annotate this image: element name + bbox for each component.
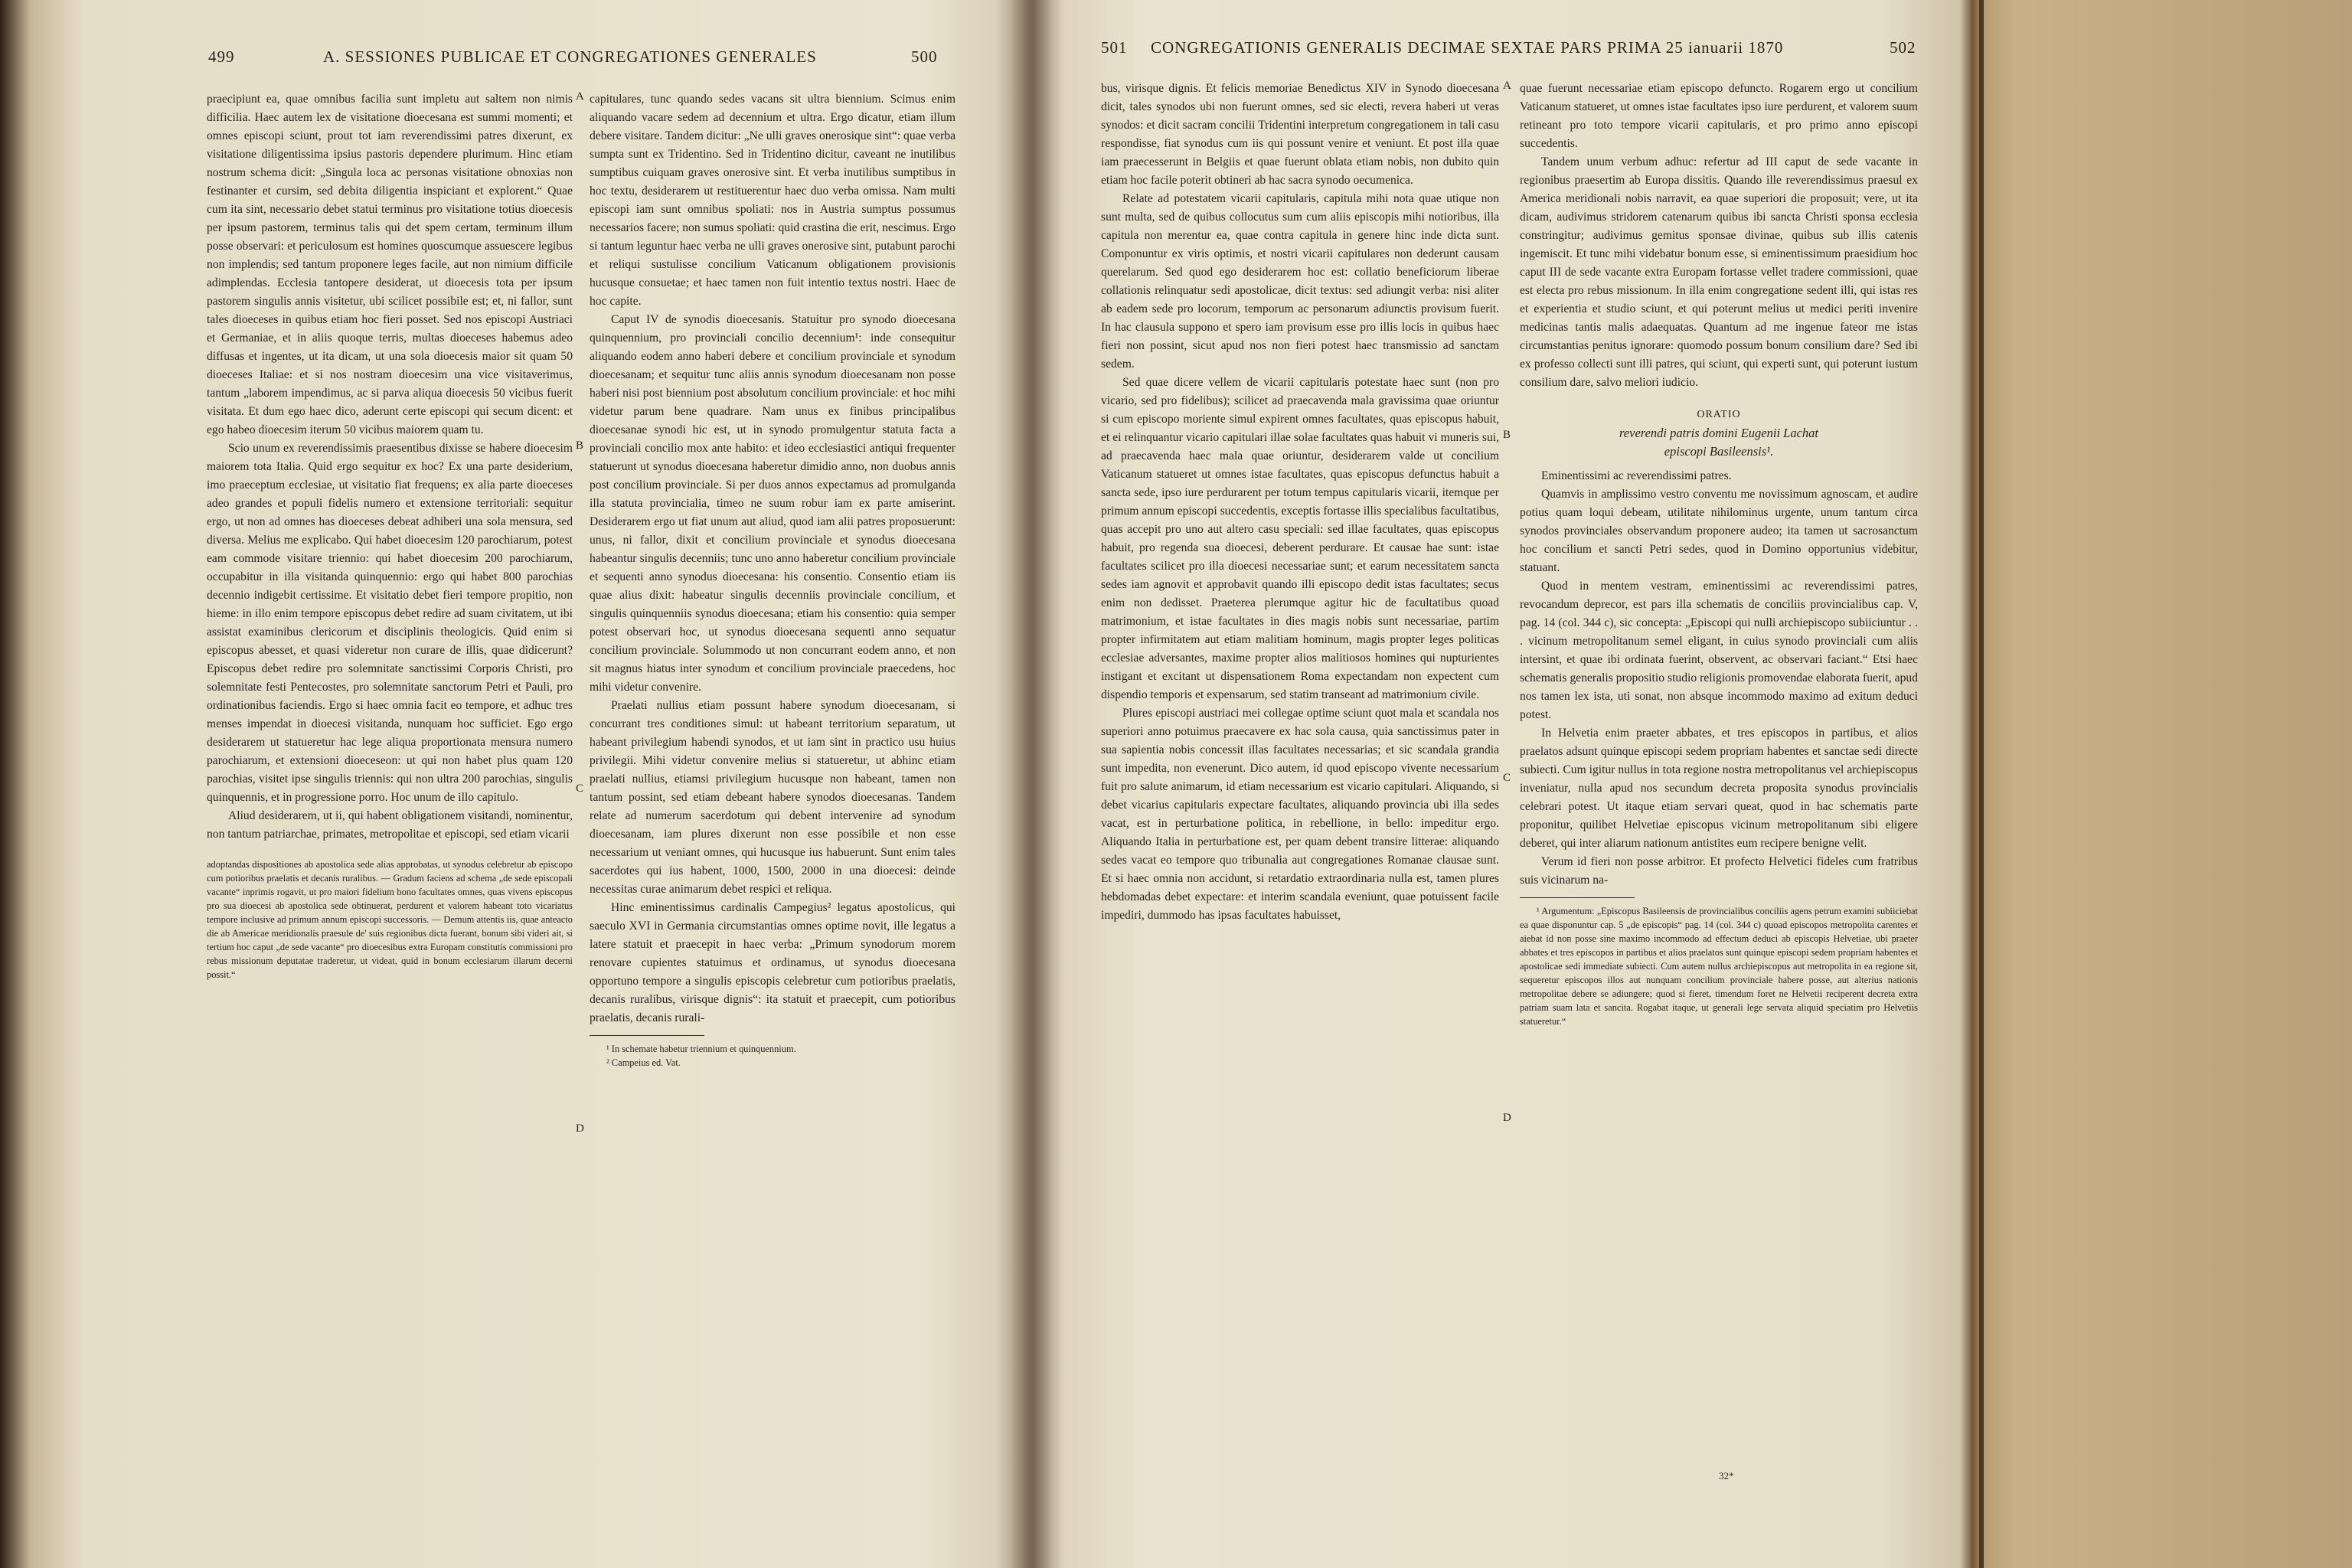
paragraph: Quamvis in amplissimo vestro conventu me novissimum agnoscam, et audire potius quam loqui debeam, utilitate nihilominus urgente, unum tantum circa synodos provinciales observandum proponere audeo; ita tamen ut sacrosanctum hoc concilium et sancti Petri sedes, quod in Domino opportunius videbitur, statuant. bbox=[1520, 488, 1918, 574]
page-number: 500 bbox=[911, 47, 938, 66]
footnote-rule bbox=[590, 1035, 704, 1036]
margin-letter: D bbox=[576, 1122, 584, 1135]
paragraph: capitulares, tunc quando sedes vacans sit ultra biennium. Scimus enim aliquando vacare sedem ad decennium et ultra. Ergo dicatur, etiam illum debere visitare. Tandem dicitur: „Ne ulli graves onerosique sint“: quae verba sumpta sunt ex Tridentino. Sed in Tridentino dicitur, caveant ne inutilibus sumptibus cuiquam graves onerosive sint. Et verba inutilibus sumptibus in hoc textu, desiderarem ut restituerentur haec duo verba omissa. Nam multi episcopi iam sunt omnibus spoliati: nos in Austria sumptus possumus necessarios facere; non sumus spoliati: quid crastina die erit, nescimus. Ergo si tantum leguntur haec verba ne ulli graves onerosive sint, putabunt parochi et reliqui sustulisse concilium Vaticanum obligationem provisionis hucusque consuetae; et haec tamen non fuit intentio textus nostri. Haec de hoc capite. bbox=[590, 93, 956, 308]
margin-letter: C bbox=[1503, 772, 1511, 784]
left-page bbox=[0, 0, 1026, 1568]
running-head: CONGREGATIONIS GENERALIS DECIMAE SEXTAE PARS PRIMA 25 ianuarii 1870 bbox=[1151, 38, 1784, 57]
paragraph: Tandem unum verbum adhuc: refertur ad III caput de sede vacante in regionibus praesertim ab Europa dissitis. Quando ille reverendissimus praesul ex America meridionali nobis narravit, ea quae superiori die proposuit; vere, ut ita dicam, audivimus stridorem catenarum quibus ibi sancta Christi sponsa ecclesia constringitur; audivimus gemitus sponsae divinae, quibus sub illis catenis ingemiscit. Et tunc mihi videbatur bonum esse, si eminentissimum praesidium hoc caput III de sede vacante extra Europam fortasse vellet tradere commissioni, quae est electa pro rebus missionum. In illa enim congregatione sedent illi, qui istas res et experientia et studio sciunt, et qui poterunt melius ut medici periti invenire medicinas tantis malis adaequatas. Quantum ad me ingenue fateor me istas circumstantias penitus ignorare: quomodo possum bonum consilium dare? Sed ibi ex professo collecti sunt illi patres, qui sciunt, qui experti sunt, qui poterunt iustum consilium dare, salvo meliori iudicio. bbox=[1520, 155, 1918, 389]
footnote-rule bbox=[1520, 897, 1635, 898]
footnote-block bbox=[590, 1042, 956, 1070]
paragraph: Sed quae dicere vellem de vicarii capitularis potestate haec sunt (non pro vicario, sed pro fidelibus); scilicet ad praecavenda mala gravissima quae oriuntur si cum episcopo moriente simul expirent omnes facultates, quas episcopus habuit, et ei relinquantur vicario capitulari illae solae facultates quas habuit vi muneris sui, ad praecavenda haec mala quae oriuntur, desiderarem valde ut concilium Vaticanum statueret ut omnes istae facultates, quas episcopus defunctus habuit a sancta sede, ipso iure perdurarent per totum tempus capitularis vicarii, itemque per primum annum episcopi succedentis, exceptis fortasse illis specialibus facultatibus, quas accepit pro uno aut altero casu speciali: sed illae facultates, quas episcopus habuit, pro regenda sua dioecesi, deberent perdurare. Et causae hae sunt: istae facultates scilicet pro illa dioecesi necessariae sunt; et earum necessitatem sancta sedes iam agnovit et approbavit quando illi episcopo dedit istas facultates; secus enim non dedisset. Praeterea plerumque agitur hic de facultatibus quoad matrimonium, et istae facultates in dies magis nobis sunt necessariae, partim propter infirmitatem aut etiam malitiam hominum, magis propter leges politicas ecclesiae adversantes, maxime propter alios malitiosos homines qui nupturientes instigant et excitant ut dispensationem Roma expectandam non expectent cum dispendio temporis et expensarum, sed statim transeant ad matrimonium civile. bbox=[1101, 376, 1499, 701]
page-number: 501 bbox=[1101, 38, 1128, 57]
paragraph: Hinc eminentissimus cardinalis Campegius² legatus apostolicus, qui saeculo XVI in Germania circumstantias omnes optime novit, ille legatus a latere statuit et praecepit in haec verba: „Primum synodorum morem renovare cupientes statuimus et ordinamus, ut synodus dioecesana opportuno tempore a singulis episcopis celebretur cum potioribus praelatis, decanis ruralibus, virisque dignis“: ita statuit et praecepit, cum potioribus praelatis, decanis rurali- bbox=[590, 901, 956, 1024]
section-subheading: reverendi patris domini Eugenii Lachat bbox=[1619, 426, 1818, 440]
right-column-2 bbox=[1520, 80, 1918, 1504]
paragraph: Quod in mentem vestram, eminentissimi ac reverendissimi patres, revocandum deprecor, est pars illa schematis de conciliis provincialibus cap. V, pag. 14 (col. 344 c), sic concepta: „Episcopi qui nulli archiepiscopo subiiciuntur . . . vicinum metropolitanum semel eligant, in cuius synodo provinciali cum aliis intersint, et quae ibi ordinata fuerint, observent, ac observari faciant.“ Etsi haec schematis generalis propositio studio religionis promovendae elaborata fuerit, apud nos tamen lex ista, uti sonat, non absque incommodo maximo ad exitum deduci potest. bbox=[1520, 580, 1918, 721]
section-subheading: episcopi Basileensis¹. bbox=[1664, 444, 1774, 459]
footnote: ¹ Argumentum: „Episcopus Basileensis de provincialibus conciliis agens petrum examini subiiciebat ea quae disponuntur cap. 5 „de episcopis“ pag. 14 (col. 344 c) quoad episcopos metropolita carentes et aiebat id non posse sine maximo incommodo ad effectum deduci ab episcopis Helvetiae, ubi praeter abbates et tres episcopos in partibus et alios praelatos sunt quinque episcopi sedem propriam habentes et apostolicae sedi immediate subiecti. Cum autem nullus archiepiscopus aut metropolita in ea regione sit, sequeretur episcopos illos aut nunquam concilium provinciale habere posse, aut alterius nationis metropolitae debere se adiungere; quod si fieret, timendum foret ne Helvetii reciperent decreta extra patriam suam lata et sancita. Rogabat itaque, ut generali lege servata aliquid speciatim pro Helvetiis statueretur.“ bbox=[1520, 906, 1918, 1027]
footnote-block bbox=[207, 858, 573, 982]
running-head: A. SESSIONES PUBLICAE ET CONGREGATIONES GENERALES bbox=[323, 47, 817, 66]
paragraph: Aliud desiderarem, ut ii, qui habent obligationem visitandi, nominentur, non tantum patriarchae, primates, metropolitae et episcopi, sed etiam vicarii bbox=[207, 809, 573, 841]
section-heading: ORATIO bbox=[1697, 409, 1741, 420]
margin-letter: C bbox=[576, 782, 584, 795]
left-column-1 bbox=[207, 90, 573, 1507]
oratio-heading-block bbox=[1520, 406, 1918, 461]
paragraph: In Helvetia enim praeter abbates, et tres episcopos in partibus, et alios praelatos adsunt quinque episcopi sedem propriam habentes et sanctae sedi directe subiecti. Cum igitur nullus in tota regione nostra metropolitanus vel archiepiscopus inveniatur, nulla apud nos secundum decreta proposita synodus provincialis celebrari potest. Ut itaque etiam servari queat, quod in hac schematis parte proponitur, quilibet Helvetiae episcopus vicinum metropolitanum sibi eligere deberet, qui inter aliarum nationum antistites eum recipere benigne velit. bbox=[1520, 727, 1918, 850]
right-column-1 bbox=[1101, 80, 1499, 1504]
margin-letter: B bbox=[1503, 429, 1511, 441]
paragraph: Scio unum ex reverendissimis praesentibus dixisse se habere dioecesim maiorem tota Italia. Quid ergo sequitur ex hoc? Ex una parte desiderium, imo praeceptum ecclesiae, ut visitatio fiat frequens; ex alia parte dioeceses adeo grandes et populi fidelis numero et extensione territoriali: sequitur ergo, ut non ad omnes has dioeceses debeat adhiberi una sola mensura, sed diversa. Melius me explicabo. Qui habet dioecesim 120 parochiarum, potest eam commode visitare triennio: qui habet dioecesim 200 parochiarum, occupabitur in illa visitanda quinquennio: ergo qui habet 800 parochias decennio indigebit certissime. Et visitatio debet fieri tempore propitio, non hieme: in illo enim tempore episcopus debet redire ad suam civitatem, ut ibi assistat examinibus clericorum et disciplinis theologicis. Quid enim si episcopus abesset, et quasi videretur non curare de illis, quae didicerunt? Episcopus debet redire pro solemnitate sanctissimi Corporis Christi, pro solemnitate festi Pentecostes, pro solemnitate sanctorum Petri et Pauli, pro ordinationibus faciendis. Ergo si haec omnia facit eo tempore, et adhuc tres menses impendat in dioecesi visitanda, nunquam hoc sufficiet. Ego ergo desiderarem ut statueretur hac lege aliqua proportionata mensura numero parochiarum, et extensioni dioeceseon: ut qui non habet plus quam 120 parochias, visitet ipse singulis triennis: qui non ultra 200 parochias, singulis quinquennis, et in progressione porro. Hoc unum de illo capitulo. bbox=[207, 442, 573, 804]
cover-edge bbox=[1979, 0, 1984, 1568]
footnote: adoptandas dispositiones ab apostolica sede alias approbatas, ut synodus celebretur ab episcopo cum potioribus praelatis et decanis ruralibus. — Gradum faciens ad schema „de sede episcopali vacante“ inprimis rogavit, ut pro maiori fidelium bono facultates omnes, quas vivens episcopus pro sua dioecesi ab apostolica sede obtinuerat, perdurent et valorem habeant toto vicariatus tempore inclusive ad primum annum episcopi successoris. — Demum attentis iis, quae anteacto die ab Americae meridionalis praesule de' suis regionibus dicta fuerant, bonum sibi videri ait, si tertium hoc caput „de sede vacante“ pro dioecesibus extra Europam constitutis commissioni pro rebus missionum deputatae traderetur, ut videat, quid in bonum ecclesiarum illarum decerni possit.“ bbox=[207, 859, 573, 980]
paragraph: bus, virisque dignis. Et felicis memoriae Benedictus XIV in Synodo dioecesana dicit, tales synodos ubi non fuerunt omnes, sed sic electi, revera haberi ut veras synodos: et dicit sacram concilii Tridentini interpretum congregationem in tali casu respondisse, fiat synodus cum iis qui possunt venire et veniunt. Et post illa quae iam praecesserunt in Belgiis et quae fuerunt oblata etiam nobis, non dubito quin etiam hoc facile poterit obtineri ab hac sacra synodo oecumenica. bbox=[1101, 82, 1499, 187]
margin-letter: B bbox=[576, 439, 584, 452]
paragraph: praecipiunt ea, quae omnibus facilia sunt impletu aut saltem non nimis difficilia. Haec autem lex de visitatione dioecesana est summi momenti; et omnes episcopi sciunt, prout tot iam reverendissimi patres dixerunt, ex visitatione diligentissima ipsius pastoris dependere plurimum. Hinc etiam nostrum schema dicit: „Singula loca ac personas visitatione obnoxias non festinanter et cursim, sed debita diligentia inspiciant et explorent.“ Quae cum ita sint, necessario debet statui terminus pro visitatione totius dioecesis per ipsum pastorem, terminus talis qui det spem certam, terminum illum posse observari: et periculosum est homines quoscumque assuescere legibus non implendis; sed tantum proponere leges facile, aut non nimium difficile adimplendas. Ecclesia tantopere desiderat, ut dioecesis tota per ipsum pastorem singulis annis visitetur, ubi scilicet possibile est; et, ni fallor, sunt tales dioeceses in quibus etiam hoc fieri posset. Sed nos episcopi Austriaci et Germaniae, et in aliis quoque terris, multas dioeceses habemus adeo diffusas et ingentes, ut ita dicam, ut una sola dioecesis maior sit quam 50 dioeceses Italiae: et si nos nostram dioecesim una vice visitaverimus, tantum „laborem impendimus, ac si parva aliqua dioecesis 50 vicibus fuerit visitata. Et dum ego haec dico, aderunt certe episcopi qui secum dicent: et ego habeo dioecesim iterum 50 vicibus maiorem quam tu. bbox=[207, 93, 573, 436]
paragraph: Eminentissimi ac reverendissimi patres. bbox=[1541, 469, 1732, 482]
paragraph: Relate ad potestatem vicarii capitularis, capitula mihi nota quae utique non sunt multa, sed de quibus collocutus sum cum aliis episcopis mihi notioribus, illa capitula non merentur ea, quae contra capitula in genere hinc inde dicta sunt. Componuntur ex viris optimis, et nostri vicarii capitulares non dederunt causam querelarum. Sed quod ego desiderarem hoc est: collatio beneficiorum liberae collationis relinquatur sedi apostolicae, dicit textus: sed adiungit verba: nisi aliter ab eadem sede pro locorum, temporum ac personarum adiunctis provisum fuerit. In hac clausula suppono et spero iam provisum esse pro illis locis in quibus haec fieri non possint, sicut apud nos non fieri potest haec transmissio ad sanctam sedem. bbox=[1101, 192, 1499, 371]
footnote-block bbox=[1520, 904, 1918, 1028]
right-page bbox=[1030, 0, 1971, 1568]
paragraph: Verum id fieri non posse arbitror. Et profecto Helvetici fideles cum fratribus suis vicinarum na- bbox=[1520, 855, 1918, 887]
margin-letter: A bbox=[576, 90, 584, 103]
footnote: ² Campeius ed. Vat. bbox=[606, 1057, 681, 1068]
paragraph: Caput IV de synodis dioecesanis. Statuitur pro synodo dioecesana quinquennium, pro provinciali concilio decennium¹: inde consequitur aliquando eodem anno haberi debere et concilium provinciale et synodum dioecesanam; et sequitur tunc aliis annis synodum dioecesanam non posse haberi nisi post biennium post absolutum concilium provinciale: et hoc mihi videtur parum bene quadrare. Nam unus ex finibus principalibus dioecesanae synodi hic est, ut in synodo promulgentur statuta facta a provinciali concilio mox ante habito: et ideo ecclesiastici antiqui frequenter statuerunt ut synodus dioecesana haberetur dimidio anno, non duobus annis post concilium provinciale. Si per duos annos expectamus ad promulganda illa statuta provincialia, timeo ne suum robur iam ex parte amiserint. Desiderarem ergo ut fiat unum aut aliud, quod iam alii patres proposuerunt: unus, ni fallor, dixit et concilium provinciale et synodus dioecesana habeantur singulis decenniis; tunc uno anno haberetur concilium provinciale et sequenti anno synodus dioecesana: his consentio. Consentio etiam iis quae alius dixit: habeatur singulis decenniis provinciale concilium, et singulis quinquenniis synodus dioecesana; etiam his consentio: quia semper potest observari hoc, ut synodus dioecesana sequenti anno sequatur concilium provinciale. Solummodo ut non concurrant eodem anno, et non sit magnus hiatus inter synodum et concilium provinciale praecedens, hoc mihi videtur convenire. bbox=[590, 313, 956, 694]
signature-mark: 32* bbox=[1719, 1470, 1734, 1481]
page-number: 502 bbox=[1890, 38, 1916, 57]
page-number: 499 bbox=[208, 47, 235, 66]
paragraph: quae fuerunt necessariae etiam episcopo defuncto. Rogarem ergo ut concilium Vaticanum statueret, ut omnes istae facultates ipso iure perdurent, et valorem suum retineant pro toto tempore vicarii capitularis, et pro primo anno episcopi succedentis. bbox=[1520, 82, 1918, 150]
footnote: ¹ In schemate habetur triennium et quinquennium. bbox=[606, 1044, 796, 1054]
paragraph: Plures episcopi austriaci mei collegae optime sciunt quot mala et scandala nos superiori anno potuimus praecavere ex hac sola causa, quia sanctissimus pater in sua sapientia nobis concessit illas facultates necessarias; et sic scandala grandia sunt impedita, non evenerunt. Dico autem, id quod episcopo vivente necessarium fuit pro salute animarum, id etiam necessarium est vicario capitulari. Aliquando, si debet vicarius capitularis expectare facultates, aliquando provincia ubi illa sedes vacat, est in perturbatione politica, in rebellione, in bello: impeditur ergo. Aliquando Italia in perturbatione est, per quam debent transire litterae: aliquando sedes vacat eo tempore quo tribunalia aut congregationes Romanae clausae sunt. Et si haec omnia non accidunt, si retardatio extraordinaria nulla est, tamen plures hebdomadas debet expectare: et interim scandala eveniunt, quae potuissent facile impediri, dummodo has ipsas facultates habuisset, bbox=[1101, 707, 1499, 922]
margin-letter: D bbox=[1503, 1112, 1511, 1124]
margin-letter: A bbox=[1503, 80, 1511, 92]
left-column-2 bbox=[590, 90, 956, 1507]
paragraph: Praelati nullius etiam possunt habere synodum dioecesanam, si concurrant tres conditiones simul: ut habeant territorium separatum, ut habeant privilegium habendi synodos, et ut iam sint in practico usu huius privilegii. Mihi videtur convenire melius si statueretur, ut abhinc etiam praelati nullius, etiamsi privilegium hucusque non habeant, tamen non tantum possint, sed etiam debeant habere synodos dioecesanas. Tandem relate ad numerum sacerdotum qui debent intervenire ad synodum dioecesanam, iam plures dixerunt non esse possibile et non esse necessarium ut veniant omnes, qui hucusque ius habuerunt. Sunt enim tales sacerdotes qui ius habent, 1000, 1500, 2000 in una dioecesi: deinde necessitas curae animarum debet respici et reliqua. bbox=[590, 699, 956, 896]
book-cover bbox=[1971, 0, 2352, 1568]
